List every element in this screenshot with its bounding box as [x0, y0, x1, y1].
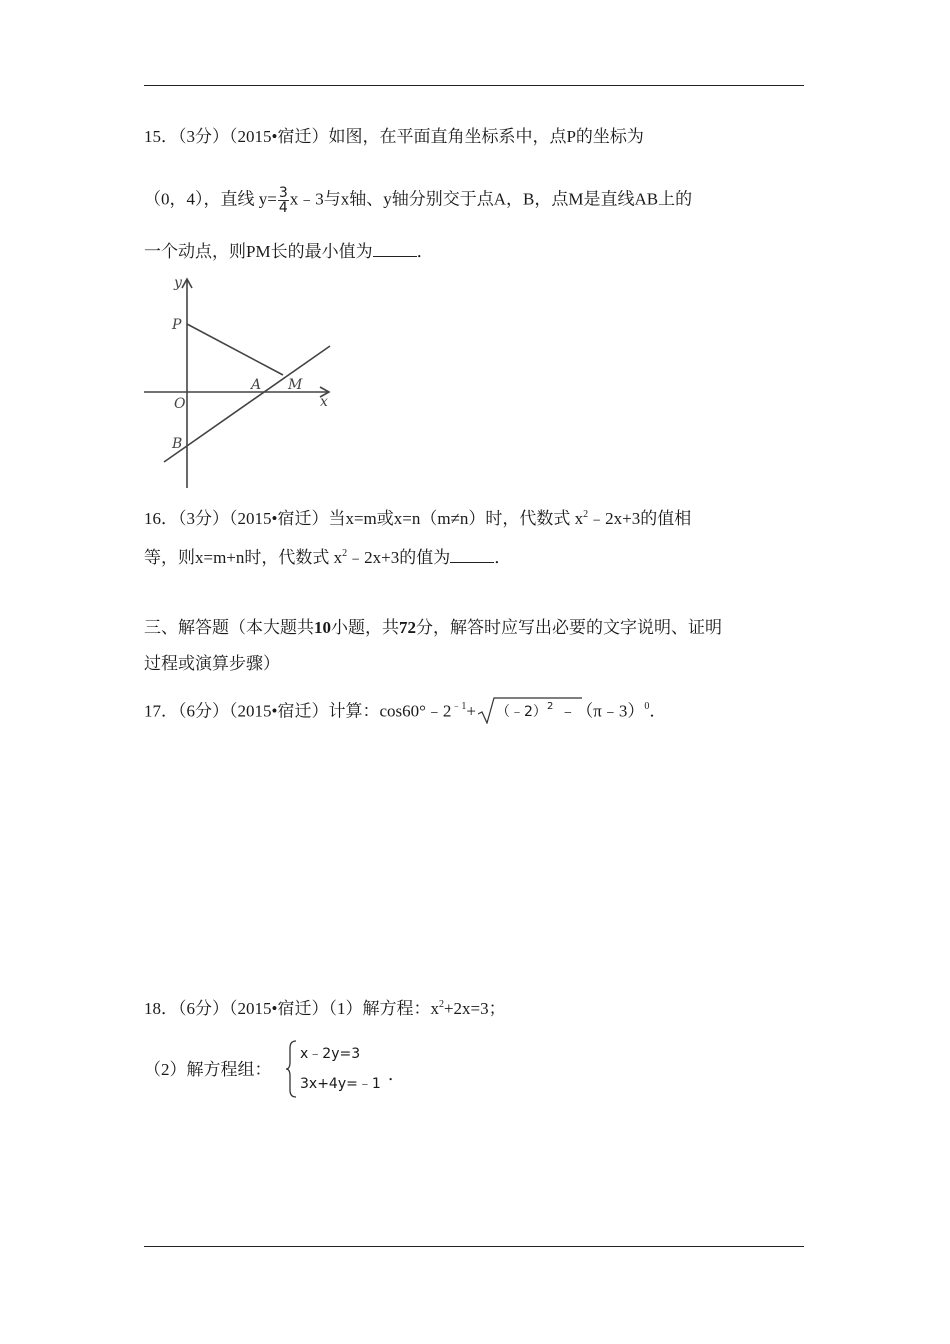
- q18-sup: 2: [438, 999, 444, 1010]
- section3-line1: [144, 617, 722, 639]
- q16-line2-end: ．: [494, 548, 512, 567]
- q17-sup2: 0: [644, 701, 650, 713]
- radical-sign-icon: [478, 696, 582, 724]
- section3-text-line2: 过程或演算步骤）: [144, 654, 280, 673]
- q16-line2-text-a: 等，则x=m+n时，代数式 x: [144, 548, 343, 567]
- q16-line2: [144, 546, 511, 572]
- label-O: O: [174, 396, 186, 412]
- bottom-rule: [144, 1246, 804, 1247]
- q18-line1: [144, 998, 506, 1023]
- q15-line2-text-b: x﹣3与x轴、y轴分别交于点A，B，点M是直线AB上的: [289, 189, 693, 209]
- top-rule: [144, 85, 804, 86]
- section3-line2: [144, 653, 280, 675]
- section3-bold-count: 10: [314, 618, 331, 637]
- section3-bold-score: 72: [399, 618, 416, 637]
- answer-blank: [373, 240, 417, 257]
- q15-line2: [144, 186, 692, 215]
- q17-text-c: ﹣（π﹣3）: [559, 701, 645, 721]
- fraction-numerator: 3: [278, 185, 288, 201]
- section3-text-b: 小题，共: [331, 618, 399, 637]
- equation-2: 3x+4y=﹣1: [300, 1076, 381, 1092]
- q16-line1-text-a: 16．（3分）（2015•宿迁）当x=m或x=n（m≠n）时，代数式 x: [144, 509, 584, 528]
- fraction-denominator: 4: [278, 200, 288, 216]
- left-brace-icon: [286, 1040, 298, 1098]
- q15-line3-text: 一个动点，则PM长的最小值为: [144, 242, 373, 261]
- q18-line2: [144, 1059, 272, 1081]
- q15-line1: [144, 126, 644, 148]
- q15-fraction: [278, 186, 289, 215]
- q15-line2-text-a: （0，4），直线 y=: [144, 189, 277, 209]
- line-AB: [164, 346, 330, 462]
- label-x: x: [320, 394, 328, 410]
- q16-line1-text-b: ﹣2x+3的值相: [588, 509, 692, 528]
- q18-line2-text: （2）解方程组：: [144, 1060, 272, 1079]
- label-M: M: [288, 377, 303, 393]
- q18-text-a: 18．（6分）（2015•宿迁）（1）解方程：x: [144, 999, 439, 1018]
- section3-text-c: 分，解答时应写出必要的文字说明、证明: [416, 618, 722, 637]
- q17-text-b: +: [466, 701, 477, 721]
- q17-sup1: ﹣1: [451, 701, 467, 713]
- equation-1: x﹣2y=3: [300, 1046, 361, 1062]
- section3-text-a: 三、解答题（本大题共: [144, 618, 314, 637]
- segment-PM: [187, 324, 283, 375]
- q18-text-b: +2x=3；: [443, 999, 506, 1018]
- label-y: y: [174, 275, 182, 291]
- q17-text-d: ．: [649, 701, 667, 721]
- coordinate-figure: [140, 272, 340, 494]
- radicand-sup: 2: [546, 701, 554, 712]
- q16-sup2: 2: [342, 548, 348, 559]
- q15-line3-end: ．: [416, 242, 434, 261]
- equation-system: [286, 1040, 405, 1100]
- q16-line1: [144, 508, 691, 533]
- label-P: P: [172, 317, 182, 333]
- q15-line1-text: 15．（3分）（2015•宿迁）如图，在平面直角坐标系中，点P的坐标为: [144, 127, 644, 146]
- label-B: B: [172, 436, 183, 452]
- radicand: （﹣2）: [496, 704, 547, 720]
- q17-line: [144, 700, 666, 725]
- label-A: A: [251, 377, 262, 393]
- q16-sup1: 2: [583, 509, 589, 520]
- q16-line2-text-b: ﹣2x+3的值为: [347, 548, 451, 567]
- q15-line3: [144, 240, 434, 263]
- answer-blank: [450, 546, 494, 563]
- q18-line2-end: ．: [388, 1065, 405, 1084]
- q17-text-a: 17．（6分）（2015•宿迁）计算：cos60°﹣2: [144, 701, 452, 721]
- sqrt-expression: [478, 700, 557, 725]
